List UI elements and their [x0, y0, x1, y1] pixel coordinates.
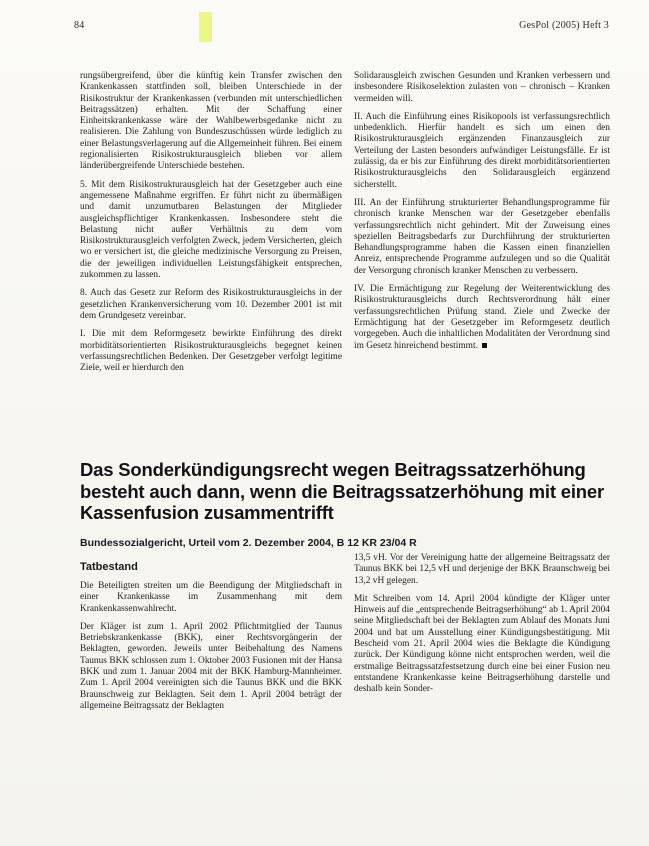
paragraph: I. Die mit dem Reformgesetz bewirkte Einführung des direkt morbiditätsorientierten Risikostrukturausgleichs begegnet keinen verfassungsrechtlichen Bedenken. Der Gesetzgeber verfolgt legitime Ziele, weil er hierdurch den: [80, 329, 342, 374]
paragraph: II. Auch die Einführung eines Risikopools ist verfassungsrechtlich unbedenklich. Hierfür handelt es sich um einen den Risikostrukturausgleich ergänzenden Finanzausgleich zur Verteilung der Lasten besonders aufwändiger Leistungsfälle. Er ist zulässig, da er bis zur Einführung des direkt morbiditätsorientierten Risikostrukturausgleichs den Solidarausgleich ergänzend sicherstellt.: [354, 111, 610, 190]
paragraph: 8. Auch das Gesetz zur Reform des Risikostrukturausgleichs in der gesetzlichen Krankenversicherung vom 10. Dezember 2001 ist mit dem Grundgesetz vereinbar.: [80, 288, 342, 321]
court-citation: Bundessozialgericht, Urteil vom 2. Dezember 2004, B 12 KR 23/04 R: [80, 537, 417, 549]
paragraph: Solidarausgleich zwischen Gesunden und Kranken verbessern und insbesondere Risikoselektion zulasten von – chronisch – Kranken vermeiden will.: [354, 71, 610, 104]
paragraph-text: IV. Die Ermächtigung zur Regelung der Weiterentwicklung des Risikostrukturausgleichs durch Rechtsverordnung hält einer verfassungsrechtlichen Prüfung stand. Ziele und Zwecke der Ermächtigung hat der Gesetzgeber im Reformgesetz deutlich vorgegeben. Auch die inhaltlichen Modalitäten der Verordnung sind im Gesetz hinreichend bestimmt.: [354, 284, 610, 351]
upper-left-column: [80, 71, 342, 443]
upper-right-column: [354, 71, 610, 443]
paragraph-last: [354, 284, 610, 352]
page-number: 84: [74, 20, 85, 31]
end-of-article-mark: [482, 343, 487, 348]
page-header: [74, 20, 609, 36]
paragraph: Die Beteiligten streiten um die Beendigung der Mitgliedschaft in einer Krankenkasse im Zusammenhang mit dem Krankenkassenwahlrecht.: [80, 581, 342, 614]
paragraph: 13,5 vH. Vor der Vereinigung hatte der allgemeine Beitragssatz der Taunus BKK bei 12,5 vH und derjenige der BKK Braunschweig bei 13,2 vH gelegen.: [354, 553, 610, 586]
section-heading: Tatbestand: [80, 561, 138, 573]
paragraph: rungsübergreifend, über die künftig kein Transfer zwischen den Krankenkassen stattfinden soll, bleiben Unterschiede in der Risikostruktur der Krankenkassen (verbunden mit unterschiedlichen Beitragssätzen) erhalten. Mit der Schaffung einer Einheitskrankenkasse wäre der Wahlbewerbsgedanke nicht zu realisieren. Die Zahlung von Bundeszuschüssen würde lediglich zu einer Belastungsverlagerung auf die Allgemeinheit führen. Bei einem regionalisierten Risikostrukturausgleich blieben vor allem länderübergreifende Unterschiede bestehen.: [80, 71, 342, 172]
article-title: Das Sonderkündigungsrecht wegen Beitragssatzerhöhung besteht auch dann, wenn die Beitragssatzerhöhung mit einer Kassenfusion zusammentrifft: [80, 459, 604, 523]
paragraph: 5. Mit dem Risikostrukturausgleich hat der Gesetzgeber auch eine angemessene Maßnahme ergriffen. Er führt nicht zu übermäßigen und damit unzumutbaren Belastungen der Mitglieder ausgleichspflichtiger Krankenkassen. Insbesondere steht die Belastung nicht außer Verhältnis zu dem vom Risikostrukturausgleich verfolgten Zweck, jedem Versicherten, gleich wo er versichert ist, die gleiche medizinische Versorgung zu Preisen, die der jeweiligen individuellen Leistungsfähigkeit entsprechen, zukommen zu lassen.: [80, 179, 342, 281]
lower-left-column: [80, 581, 342, 771]
journal-reference: GesPol (2005) Heft 3: [519, 20, 609, 31]
lower-right-column: [354, 553, 610, 771]
paragraph: Mit Schreiben vom 14. April 2004 kündigte der Kläger unter Hinweis auf die „entsprechende Beitragserhöhung“ ab 1. April 2004 seine Mitgliedschaft bei der Beklagten zum Ablauf des Monats Juni 2004 und bat um Ausstellung einer Kündigungsbestätigung. Mit Bescheid vom 21. April 2004 wies die Beklagte die Kündigung zurück. Der Kündigung könne nicht entsprochen werden, weil die erstmalige Beitragssatzfestsetzung durch eine bei einer Fusion neu entstandene Krankenkasse keine Beitragserhöhung darstelle und deshalb kein Sonder-: [354, 593, 610, 695]
paragraph: III. An der Einführung strukturierter Behandlungsprogramme für chronisch kranke Menschen war der Gesetzgeber ebenfalls verfassungsrechtlich nicht gehindert. Mit der Zuweisung eines speziellen Beitragsbedarfs zur Durchführung der strukturierten Behandlungsprogramme haben die Kassen einen finanziellen Anreiz, entsprechende Programme aufzulegen und so die Qualität der Versorgung chronisch kranker Menschen zu verbessern.: [354, 197, 610, 276]
paragraph: Der Kläger ist zum 1. April 2002 Pflichtmitglied der Taunus Betriebskrankenkasse (BKK), einer Rechtsvorgängerin der Beklagten, geworden. Jeweils unter Beibehaltung des Namens Taunus BKK schlossen zum 1. Oktober 2003 Fusionen mit der Hansa BKK und zum 1. Januar 2004 mit der BKK Hamburg-Mannheimer. Zum 1. April 2004 vereinigten sich die Taunus BKK und die BKK Braunschweig zur Beklagten. Seit dem 1. April 2004 beträgt der allgemeine Beitragssatz der Beklagten: [80, 621, 342, 711]
